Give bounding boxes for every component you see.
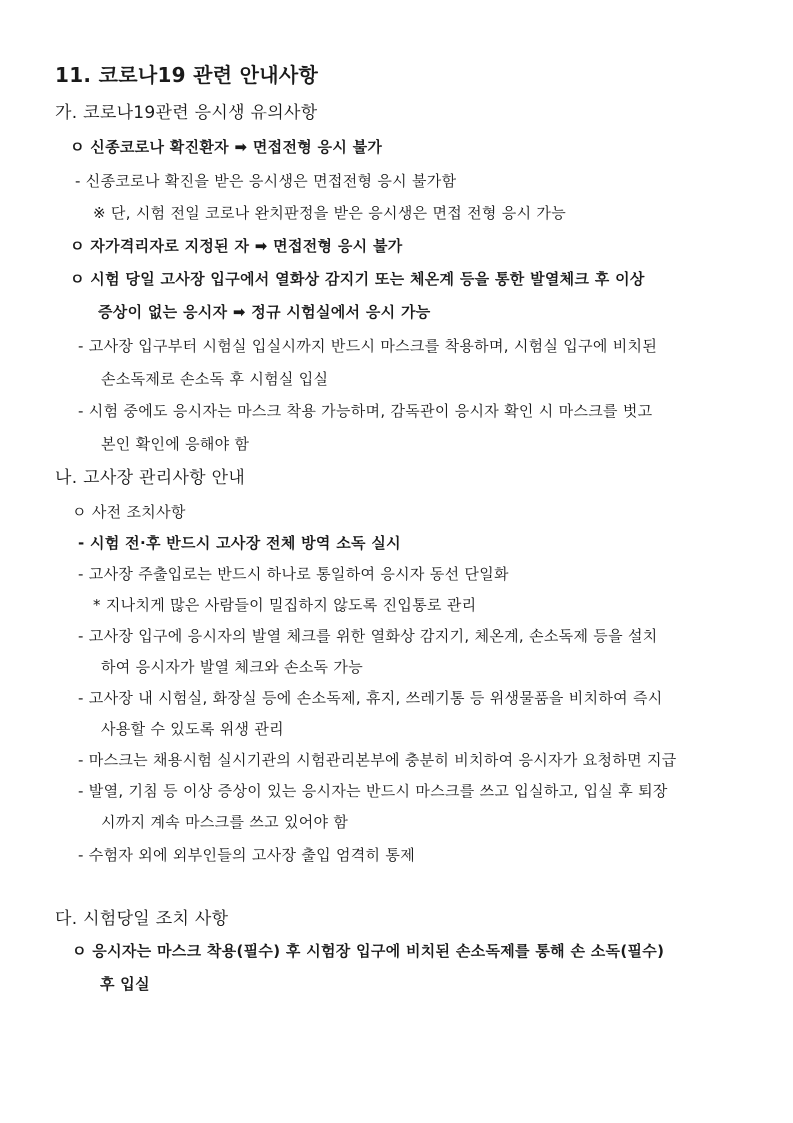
b-line-5: - 고사장 입구에 응시자의 발열 체크를 위한 열화상 감지기, 체온계, 손소독제 등을 설치 (78, 627, 658, 645)
a-line-1: ㅇ 신종코로나 확진환자 ➡ 면접전형 응시 불가 (70, 138, 383, 156)
b-line-8: 사용할 수 있도록 위생 관리 (101, 720, 284, 738)
b-line-10: - 발열, 기침 등 이상 증상이 있는 응시자는 반드시 마스크를 쓰고 입실하고, 입실 후 퇴장 (78, 782, 668, 800)
a-line-3: ※ 단, 시험 전일 코로나 완치판정을 받은 응시생은 면접 전형 응시 가능 (93, 204, 567, 222)
b-line-11: 시까지 계속 마스크를 쓰고 있어야 함 (101, 813, 349, 831)
page-title: 11. 코로나19 관련 안내사항 (55, 63, 319, 87)
b-line-9: - 마스크는 채용시험 실시기관의 시험관리본부에 충분히 비치하여 응시자가 요청하면 지급 (78, 751, 677, 769)
section-a-heading: 가. 코로나19관련 응시생 유의사항 (55, 103, 318, 123)
b-line-4: * 지나치게 많은 사람들이 밀집하지 않도록 진입통로 관리 (93, 596, 477, 614)
b-line-7: - 고사장 내 시험실, 화장실 등에 손소독제, 휴지, 쓰레기통 등 위생물품을 비치하여 즉시 (78, 689, 663, 707)
a-line-7: - 고사장 입구부터 시험실 입실시까지 반드시 마스크를 착용하며, 시험실 입구에 비치된 (78, 337, 658, 355)
b-line-2: - 시험 전·후 반드시 고사장 전체 방역 소독 실시 (78, 534, 401, 552)
a-line-6: 증상이 없는 응시자 ➡ 정규 시험실에서 응시 가능 (98, 303, 431, 321)
section-b-heading: 나. 고사장 관리사항 안내 (55, 468, 246, 488)
b-line-1: ㅇ 사전 조치사항 (72, 503, 186, 521)
a-line-5: ㅇ 시험 당일 고사장 입구에서 열화상 감지기 또는 체온계 등을 통한 발열체크 후 이상 (70, 270, 645, 288)
section-c-heading: 다. 시험당일 조치 사항 (55, 909, 229, 929)
c-line-1: ㅇ 응시자는 마스크 착용(필수) 후 시험장 입구에 비치된 손소독제를 통해 손 소독(필수) (72, 942, 665, 960)
b-line-12: - 수험자 외에 외부인들의 고사장 출입 엄격히 통제 (78, 846, 415, 864)
a-line-2: - 신종코로나 확진을 받은 응시생은 면접전형 응시 불가함 (75, 172, 457, 190)
b-line-6: 하여 응시자가 발열 체크와 손소독 가능 (101, 658, 363, 676)
a-line-9: - 시험 중에도 응시자는 마스크 착용 가능하며, 감독관이 응시자 확인 시 마스크를 벗고 (78, 402, 653, 420)
a-line-8: 손소독제로 손소독 후 시험실 입실 (101, 370, 329, 388)
c-line-2: 후 입실 (100, 975, 150, 993)
a-line-4: ㅇ 자가격리자로 지정된 자 ➡ 면접전형 응시 불가 (70, 237, 403, 255)
a-line-10: 본인 확인에 응해야 함 (101, 435, 250, 453)
b-line-3: - 고사장 주출입로는 반드시 하나로 통일하여 응시자 동선 단일화 (78, 565, 509, 583)
